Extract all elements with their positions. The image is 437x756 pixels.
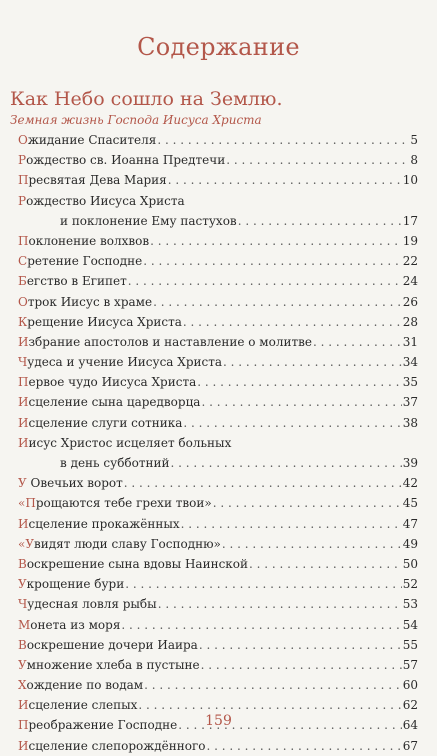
entry-title-continuation: и поклонение Ему пастухов	[60, 213, 237, 228]
dot-leader	[144, 675, 402, 695]
entry-title-text: сцеление слепых	[28, 698, 138, 713]
entry-page-number: 37	[402, 395, 418, 410]
toc-entry[interactable]	[18, 473, 418, 493]
entry-page-number: 67	[402, 738, 418, 753]
dot-leader	[143, 251, 401, 271]
entry-page-number: 24	[402, 274, 418, 289]
toc-entry[interactable]	[18, 433, 418, 473]
entry-initial-letter: Р	[18, 193, 27, 208]
entry-first-line	[18, 191, 185, 211]
page-heading: Содержание	[137, 33, 300, 61]
dot-leader	[128, 271, 402, 291]
dot-leader	[150, 231, 402, 251]
dot-leader	[121, 615, 401, 635]
dot-leader	[206, 736, 401, 756]
entry-title	[18, 150, 225, 170]
entry-initial-letter: П	[18, 233, 29, 248]
entry-page-number: 39	[402, 456, 418, 471]
table-of-contents	[18, 130, 418, 756]
entry-title-text: збрание апостолов и наставление о молитве	[28, 334, 312, 349]
entry-title	[18, 332, 312, 352]
entry-initial-letter: Х	[18, 678, 27, 693]
dot-leader	[183, 312, 402, 332]
entry-initial-letter: П	[18, 718, 29, 733]
toc-entry[interactable]	[18, 191, 418, 231]
toc-entry[interactable]	[18, 594, 418, 614]
entry-title-text: ретение Господне	[27, 254, 143, 269]
entry-page-number: 54	[402, 617, 418, 632]
entry-title	[18, 170, 167, 190]
entry-initial-letter: У	[18, 476, 27, 491]
entry-initial-letter: «У	[18, 536, 35, 551]
entry-title	[18, 352, 222, 372]
entry-title-text: исус Христос исцеляет больных	[28, 435, 232, 450]
entry-page-number: 31	[402, 334, 418, 349]
entry-title	[18, 392, 200, 412]
toc-entry[interactable]	[18, 615, 418, 635]
entry-title	[18, 655, 200, 675]
toc-entry[interactable]	[18, 170, 418, 190]
entry-title-text: ождение по водам	[26, 678, 144, 693]
toc-entry[interactable]	[18, 635, 418, 655]
entry-page-number: 19	[402, 233, 418, 248]
entry-title-text: сцеление слепорождённого	[28, 738, 206, 753]
dot-leader	[153, 292, 402, 312]
toc-entry[interactable]	[18, 292, 418, 312]
dot-leader	[226, 150, 409, 170]
entry-page-number: 28	[402, 314, 418, 329]
entry-initial-letter: У	[18, 657, 27, 672]
entry-initial-letter: Ч	[18, 355, 28, 370]
dot-leader	[125, 574, 402, 594]
entry-page-number: 57	[402, 657, 418, 672]
entry-title	[18, 635, 198, 655]
entry-title	[18, 514, 180, 534]
entry-title-text: оскрешение сына вдовы Наинской	[26, 556, 249, 571]
entry-first-line	[18, 433, 231, 453]
entry-page-number: 22	[402, 254, 418, 269]
entry-title	[18, 372, 196, 392]
entry-page-number: 8	[410, 153, 418, 168]
dot-leader	[249, 554, 402, 574]
dot-leader	[171, 453, 402, 473]
entry-page-number: 45	[402, 496, 418, 511]
entry-initial-letter: И	[18, 738, 29, 753]
entry-title-text: рощаются тебе грехи твои»	[35, 496, 212, 511]
toc-entry[interactable]	[18, 150, 418, 170]
entry-initial-letter: И	[18, 435, 29, 450]
entry-title	[18, 473, 123, 493]
entry-title-text: удеса и учение Иисуса Христа	[27, 355, 223, 370]
entry-initial-letter: В	[18, 556, 27, 571]
entry-title-text: ервое чудо Иисуса Христа	[28, 375, 197, 390]
entry-title	[18, 594, 157, 614]
entry-title-text: ождество Иисуса Христа	[26, 193, 185, 208]
dot-leader	[213, 493, 402, 513]
entry-title-text: удесная ловля рыбы	[27, 597, 157, 612]
entry-title-text: Овечьих ворот	[26, 476, 123, 491]
entry-title	[18, 675, 143, 695]
entry-title-text: оклонение волхвов	[28, 233, 150, 248]
entry-initial-letter: О	[18, 294, 28, 309]
entry-initial-letter: В	[18, 637, 27, 652]
toc-entry[interactable]	[18, 534, 418, 554]
entry-title-text: егство в Египет	[26, 274, 127, 289]
toc-entry[interactable]	[18, 736, 418, 756]
entry-initial-letter: О	[18, 133, 28, 147]
toc-entry[interactable]	[18, 332, 418, 352]
dot-leader	[201, 392, 401, 412]
entry-page-number: 55	[402, 637, 418, 652]
dot-leader	[222, 534, 402, 554]
toc-entry[interactable]	[18, 392, 418, 412]
dot-leader	[313, 332, 402, 352]
toc-entry[interactable]	[18, 493, 418, 513]
dot-leader	[223, 352, 402, 372]
entry-initial-letter: И	[18, 516, 29, 531]
entry-title-text: видят люди славу Господню»	[34, 536, 221, 551]
entry-title	[18, 130, 156, 150]
entry-title	[18, 231, 149, 251]
dot-leader	[168, 170, 402, 190]
entry-initial-letter: Ч	[18, 597, 28, 612]
entry-initial-letter: И	[18, 698, 29, 713]
entry-initial-letter: К	[18, 314, 28, 329]
entry-page-number: 47	[402, 516, 418, 531]
entry-page-number: 60	[402, 678, 418, 693]
toc-entry[interactable]	[18, 574, 418, 594]
entry-initial-letter: П	[18, 375, 29, 390]
dot-leader	[158, 594, 402, 614]
entry-page-number: 53	[402, 597, 418, 612]
entry-initial-letter: И	[18, 395, 29, 410]
toc-entry[interactable]	[18, 514, 418, 534]
entry-title-text: сцеление прокажённых	[28, 516, 180, 531]
entry-title	[18, 615, 120, 635]
dot-leader	[183, 413, 401, 433]
entry-title-text: рещение Иисуса Христа	[27, 314, 182, 329]
entry-title	[18, 251, 142, 271]
toc-entry[interactable]	[18, 312, 418, 332]
entry-initial-letter: И	[18, 415, 29, 430]
entry-initial-letter: М	[18, 617, 31, 632]
entry-title	[18, 736, 205, 756]
entry-initial-letter: «П	[18, 496, 36, 511]
entry-page-number: 10	[402, 173, 418, 188]
toc-entry[interactable]	[18, 655, 418, 675]
dot-leader	[199, 635, 402, 655]
toc-entry[interactable]	[18, 130, 418, 150]
entry-initial-letter: И	[18, 334, 29, 349]
entry-title	[18, 554, 248, 574]
entry-page-number: 5	[410, 133, 418, 147]
entry-page-number: 35	[402, 375, 418, 390]
entry-page-number: 49	[402, 536, 418, 551]
toc-entry[interactable]	[18, 271, 418, 291]
entry-title-text: жидание Спасителя	[27, 133, 157, 147]
dot-leader	[124, 473, 402, 493]
toc-entry[interactable]	[18, 413, 418, 433]
page-number: 159	[205, 713, 232, 729]
entry-page-number: 42	[402, 476, 418, 491]
entry-title-text: трок Иисус в храме	[27, 294, 153, 309]
entry-title-text: ресвятая Дева Мария	[28, 173, 167, 188]
entry-title-text: сцеление слуги сотника	[28, 415, 183, 430]
entry-initial-letter: С	[18, 254, 28, 269]
section-title: Как Небо сошло на Землю.	[10, 88, 283, 110]
toc-entry[interactable]	[18, 554, 418, 574]
toc-entry[interactable]	[18, 352, 418, 372]
entry-title	[18, 534, 221, 554]
entry-title-text: множение хлеба в пустыне	[26, 657, 200, 672]
toc-entry[interactable]	[18, 372, 418, 392]
dot-leader	[181, 514, 402, 534]
entry-title	[18, 436, 231, 450]
entry-initial-letter: Р	[18, 153, 27, 168]
dot-leader	[201, 655, 402, 675]
entry-page-number: 62	[402, 698, 418, 713]
entry-title-text: онета из моря	[30, 617, 121, 632]
dot-leader	[157, 130, 409, 150]
entry-page-number: 38	[402, 415, 418, 430]
entry-page-number: 17	[402, 213, 418, 228]
entry-title	[18, 312, 182, 332]
entry-title	[18, 493, 212, 513]
dot-leader	[238, 211, 402, 231]
entry-title-text: оскрешение дочери Иаира	[26, 637, 198, 652]
entry-title-text: сцеление сына царедворца	[28, 395, 201, 410]
entry-title-text: ождество св. Иоанна Предтечи	[26, 153, 226, 168]
entry-page-number: 64	[402, 718, 418, 733]
toc-entry[interactable]	[18, 675, 418, 695]
entry-title	[18, 292, 152, 312]
entry-title	[18, 271, 127, 291]
entry-title-text: крощение бури	[26, 577, 125, 592]
entry-page-number: 50	[402, 556, 418, 571]
entry-page-number: 52	[402, 577, 418, 592]
entry-initial-letter: Б	[18, 274, 27, 289]
toc-entry[interactable]	[18, 231, 418, 251]
entry-title-continuation: в день субботний	[60, 456, 170, 471]
entry-title	[18, 413, 182, 433]
entry-page-number: 34	[402, 355, 418, 370]
entry-title	[18, 194, 185, 208]
section-subtitle: Земная жизнь Господа Иисуса Христа	[10, 113, 262, 127]
dot-leader	[197, 372, 401, 392]
entry-initial-letter: П	[18, 173, 29, 188]
entry-title-text: реображение Господне	[28, 718, 178, 733]
entry-title	[18, 574, 124, 594]
entry-initial-letter: У	[18, 577, 27, 592]
toc-entry[interactable]	[18, 251, 418, 271]
entry-page-number: 26	[402, 294, 418, 309]
